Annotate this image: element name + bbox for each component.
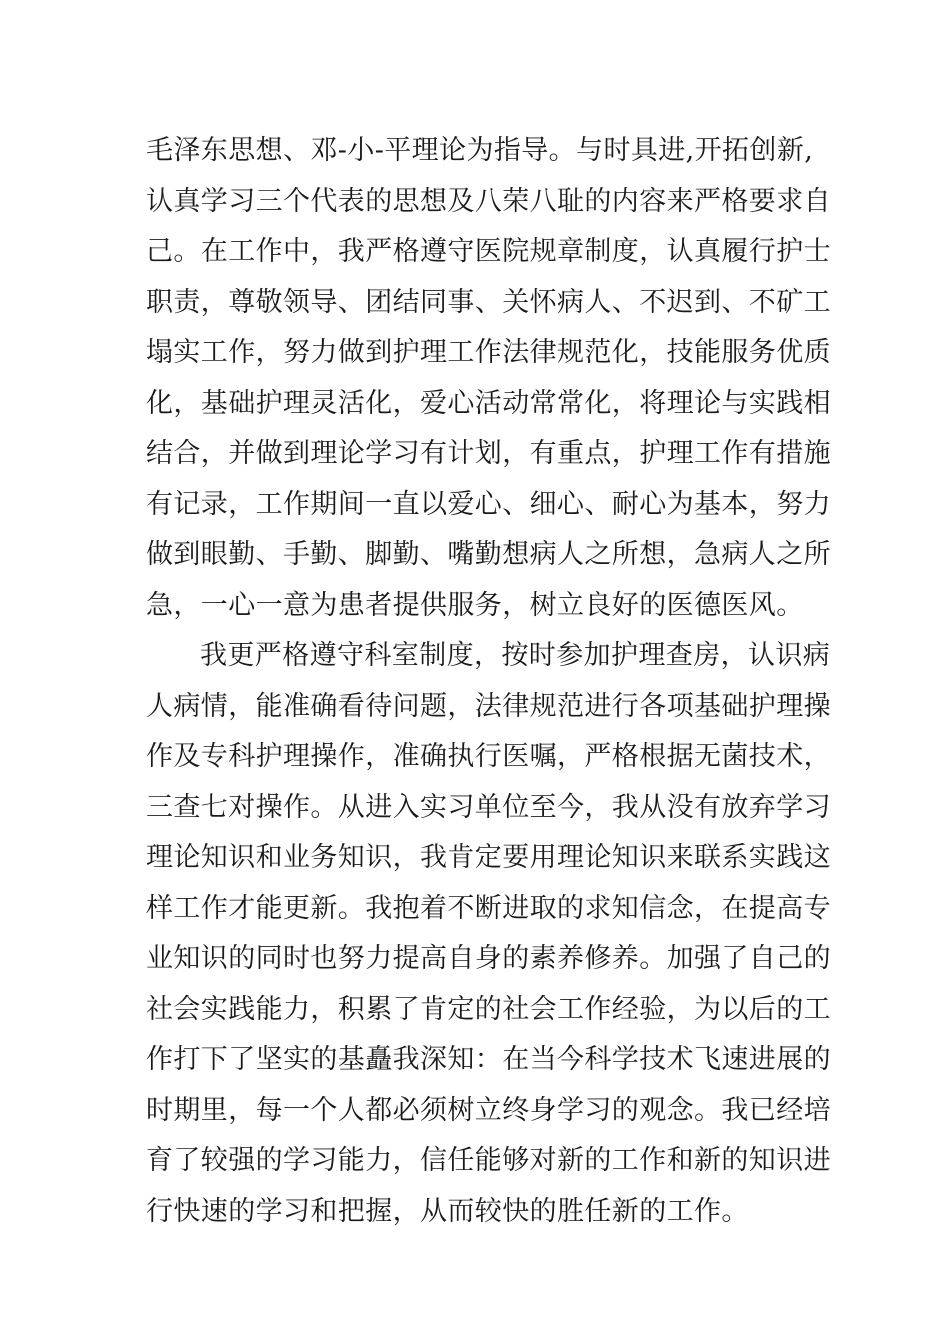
text-line: 己。在工作中，我严格遵守医院规章制度，认真履行护士 [146, 236, 831, 267]
text-line: 职责，尊敬领导、团结同事、关怀病人、不迟到、不矿工 [146, 286, 831, 318]
text-line: 急，一心一意为患者提供服务，树立良好的医德医风。 [146, 589, 804, 621]
text-line: 作及专科护理操作，准确执行医嘱，严格根据无菌技术， [146, 741, 831, 772]
text-line: 样工作才能更新。我抱着不断进取的求知信念，在提高专 [146, 892, 831, 924]
text-line: 结合，并做到理论学习有计划，有重点，护理工作有措施 [146, 438, 831, 469]
text-line: 做到眼勤、手勤、脚勤、嘴勤想病人之所想，急病人之所 [146, 539, 831, 570]
text-line: 作打下了坚实的基矗我深知：在当今科学技术飞速进展的 [146, 1044, 831, 1075]
text-line: 理论知识和业务知识，我肯定要用理论知识来联系实践这 [146, 842, 831, 873]
text-line: 三查七对操作。从进入实习单位至今，我从没有放弃学习 [146, 791, 831, 823]
text-line: 有记录，工作期间一直以爱心、细心、耐心为基本，努力 [146, 488, 831, 520]
text-line: 时期里，每一个人都必须树立终身学习的观念。我已经培 [146, 1094, 831, 1126]
paragraph-first-line: 我更严格遵守科室制度，按时参加护理查房，认识病 [200, 640, 831, 671]
text-line: 行快速的学习和把握，从而较快的胜任新的工作。 [146, 1195, 749, 1227]
text-line: 人病情，能准确看待问题，法律规范进行各项基础护理操 [146, 690, 831, 722]
text-line: 业知识的同时也努力提高自身的素养修养。加强了自己的 [146, 943, 831, 974]
text-line: 育了较强的学习能力，信任能够对新的工作和新的知识进 [146, 1145, 831, 1176]
text-line: 毛泽东思想、邓-小-平理论为指导。与时具进,开拓创新, [146, 135, 814, 166]
document-body [146, 126, 831, 1237]
text-line: 化，基础护理灵活化，爱心活动常常化，将理论与实践相 [146, 387, 831, 419]
text-line: 塌实工作，努力做到护理工作法律规范化，技能服务优质 [146, 337, 831, 368]
text-line: 社会实践能力，积累了肯定的社会工作经验，为以后的工 [146, 993, 831, 1025]
text-line: 认真学习三个代表的思想及八荣八耻的内容来严格要求自 [146, 185, 831, 217]
